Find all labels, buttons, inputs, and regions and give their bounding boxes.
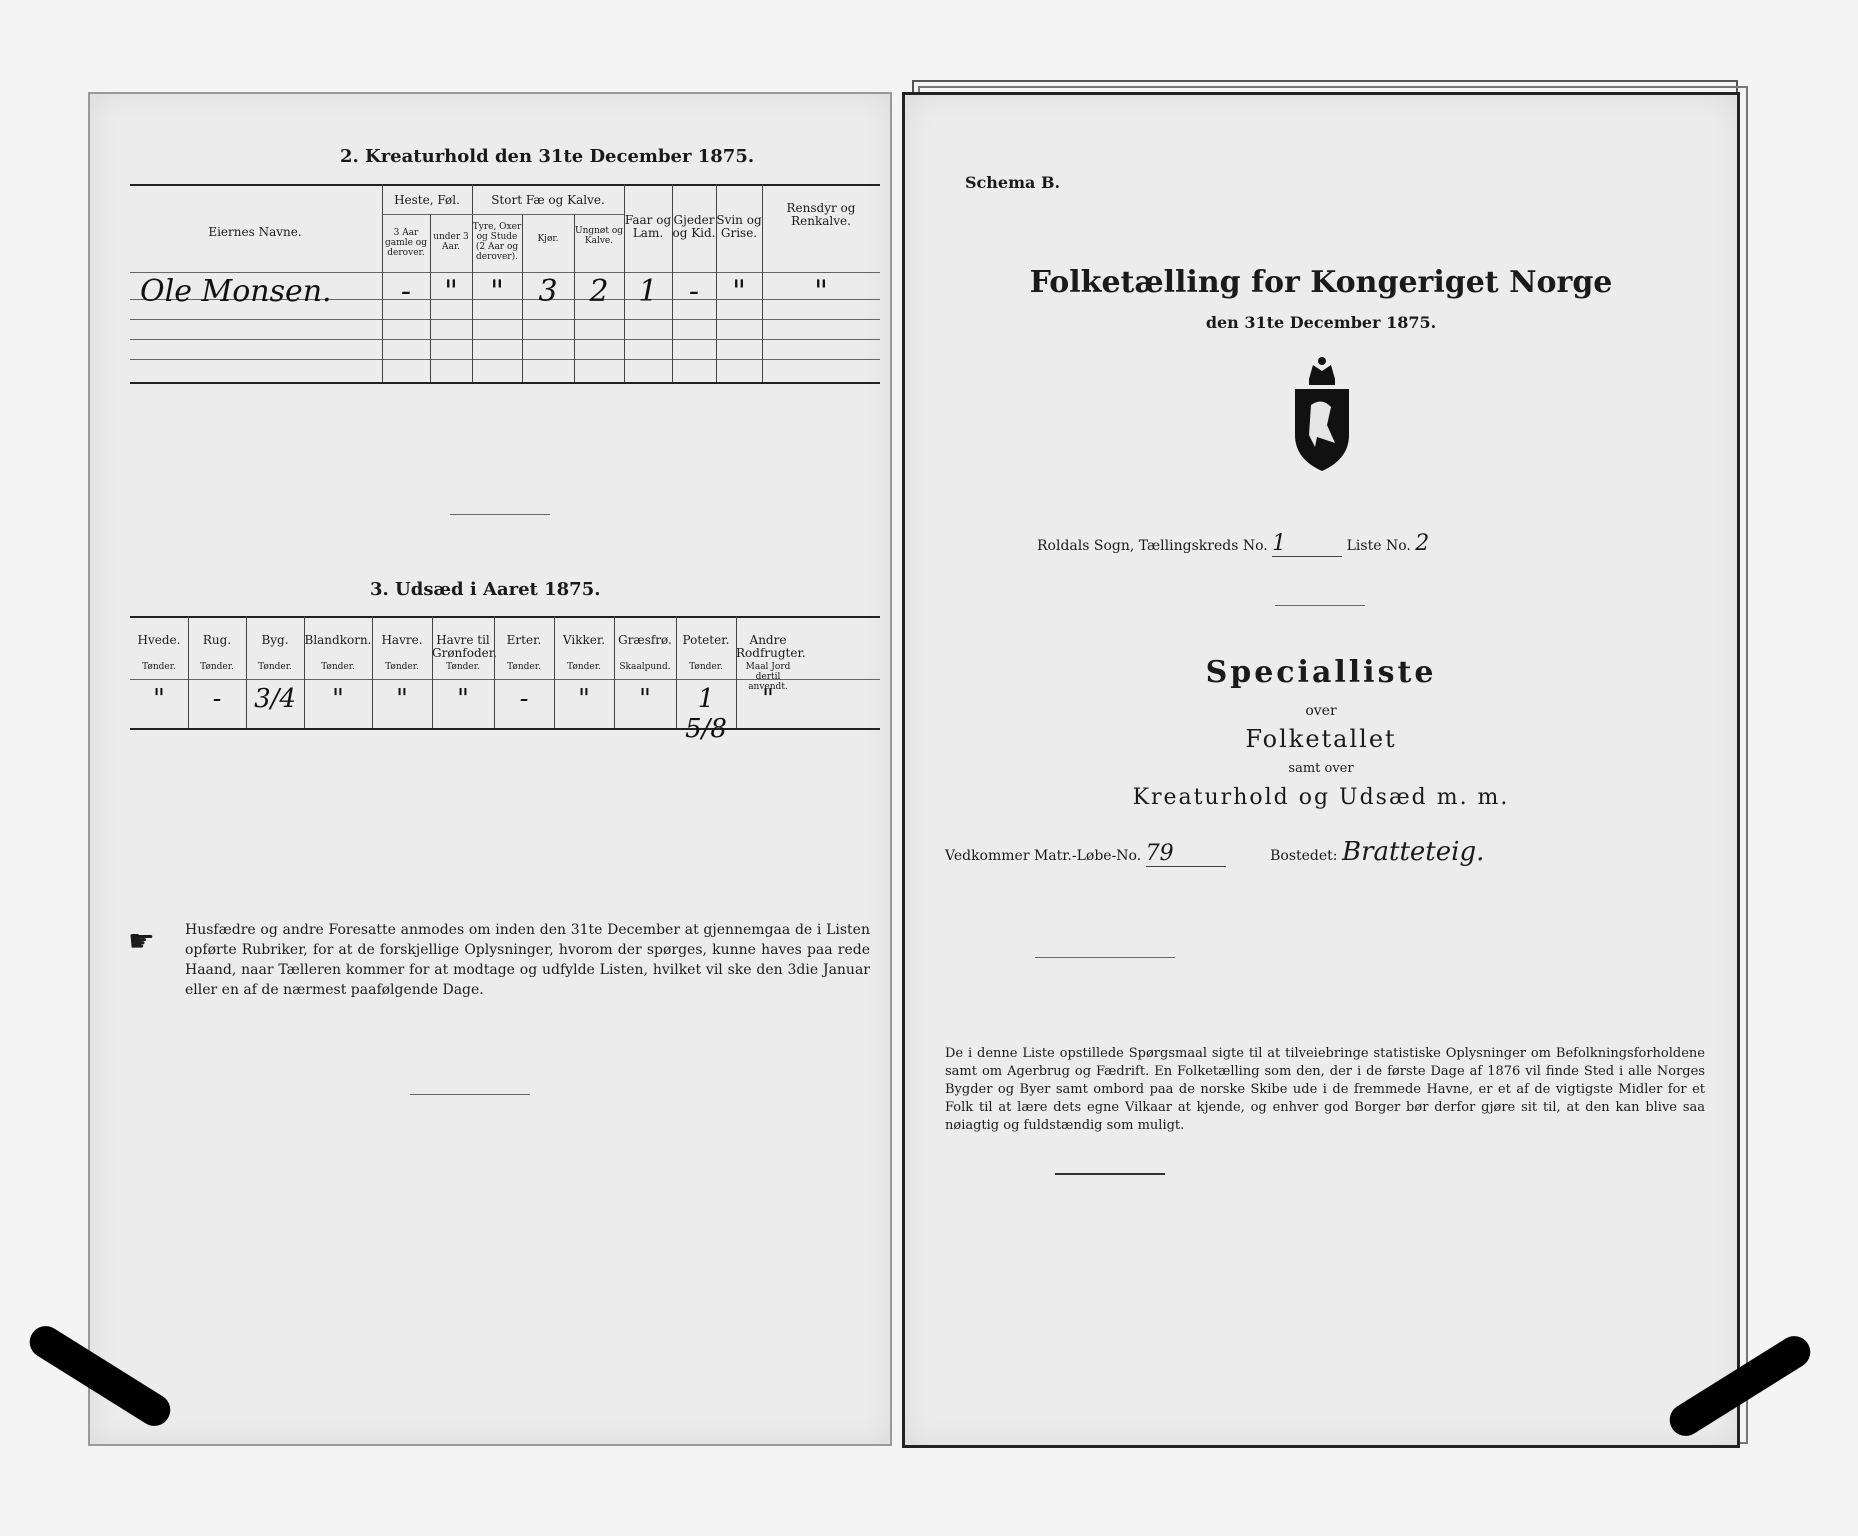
bosted-label: Bostedet: [1270, 848, 1338, 864]
crop-value: " [153, 684, 165, 714]
table-rule [472, 214, 624, 215]
crop-header: Erter. [506, 633, 542, 647]
val-gjeder: - [688, 274, 700, 309]
liste-no: 2 [1415, 531, 1430, 556]
schema-label: Schema B. [965, 173, 1061, 192]
owners-header: Eiernes Navne. [208, 225, 302, 239]
kreatur-text: Kreaturhold og Udsæd m. m. [1132, 785, 1510, 810]
col-rule [736, 616, 737, 728]
section-3-title: 3. Udsæd i Aaret 1875. [370, 579, 601, 600]
stort-sub1: Tyre, Oxer og Stude (2 Aar og derover). [472, 222, 522, 262]
crop-unit: Tønder. [258, 662, 292, 672]
col-rule [304, 616, 305, 728]
crop-value: " [762, 684, 774, 714]
bosted-value: Bratteteig. [1341, 837, 1485, 867]
separator [1035, 957, 1175, 958]
table-rule [130, 728, 880, 730]
census-date: den 31te December 1875. [1205, 313, 1437, 332]
col-rule [554, 616, 555, 728]
crop-header: Havre. [381, 633, 423, 647]
crop-unit: Skaalpund. [619, 662, 671, 672]
crop-unit: Tønder. [689, 662, 723, 672]
rensdyr-header: Rensdyr og Renkalve. [786, 201, 856, 228]
crop-unit: Tønder. [567, 662, 601, 672]
crop-header: Poteter. [682, 633, 730, 647]
samt-over-text: samt over [1288, 761, 1354, 776]
val-svin: " [732, 274, 746, 309]
specialliste-heading: Specialliste [1205, 655, 1437, 690]
crop-header: Byg. [261, 633, 289, 647]
val-faar: 1 [638, 274, 658, 309]
liste-label: Liste No. [1346, 538, 1411, 554]
heste-header: Heste, Føl. [394, 193, 460, 207]
col-rule [676, 616, 677, 728]
owner-name: Ole Monsen. [140, 274, 332, 309]
crop-unit: Tønder. [507, 662, 541, 672]
pointing-hand-icon: ☛ [128, 924, 155, 959]
table-rule [130, 359, 880, 360]
matr-label: Vedkommer Matr.-Løbe-No. [945, 848, 1142, 864]
crop-value: 3/4 [254, 684, 296, 714]
faar-header: Faar og Lam. [624, 213, 672, 240]
separator [450, 514, 550, 515]
table-rule [130, 272, 880, 273]
heste-sub2: under 3 Aar. [433, 232, 469, 252]
val-kjor: 3 [538, 274, 558, 309]
svin-header: Svin og Grise. [716, 213, 762, 240]
census-title: Folketælling for Kongeriget Norge [1029, 265, 1613, 300]
crop-header: Græsfrø. [618, 633, 672, 647]
crop-unit: Tønder. [142, 662, 176, 672]
separator [410, 1094, 530, 1095]
crop-value: " [396, 684, 408, 714]
table-rule [130, 616, 880, 618]
crop-value: " [457, 684, 469, 714]
table-rule [382, 214, 472, 215]
crop-unit: Tønder. [446, 662, 480, 672]
val-rensdyr: " [814, 274, 828, 309]
crop-unit: Tønder. [385, 662, 419, 672]
col-rule [494, 616, 495, 728]
crop-header: Rug. [202, 633, 232, 647]
kreds-no: 1 [1272, 531, 1342, 557]
crop-header: Blandkorn. [304, 633, 372, 647]
crop-header: Havre til Grønfoder. [432, 633, 497, 660]
crop-value: 1 5/8 [685, 684, 727, 744]
sogn-line [1037, 531, 1429, 557]
norway-coat-of-arms-icon [1287, 355, 1357, 475]
col-rule [188, 616, 189, 728]
crop-value: " [332, 684, 344, 714]
section-2-title: 2. Kreaturhold den 31te December 1875. [340, 146, 755, 167]
stort-sub2: Kjør. [537, 234, 559, 244]
separator [1055, 1173, 1165, 1175]
right-page [902, 92, 1740, 1448]
val-ungnot: 2 [589, 274, 609, 309]
col-rule [432, 616, 433, 728]
col-rule [372, 616, 373, 728]
table-rule [130, 382, 880, 384]
crop-value: - [212, 684, 222, 714]
col-rule [614, 616, 615, 728]
left-page [88, 92, 892, 1446]
crop-header: Vikker. [562, 633, 606, 647]
crop-unit: Tønder. [200, 662, 234, 672]
table-rule [130, 184, 880, 186]
notice-text: Husfædre og andre Foresatte anmodes om inden den 31te December at gjennemgaa de i Listen opførte Rubriker, for at de forskjellige Oplysninger, hvorom der spørges, kunne haves paa rede Haand, naar Tælleren kommer for at modtage og udfylde Listen, hvilket vil ske den 3die Januar eller en af de nærmest paafølgende Dage. [185, 922, 870, 998]
heste-sub1: 3 Aar gamle og derover. [385, 228, 427, 258]
table-rule [130, 339, 880, 340]
val-heste-young: " [444, 274, 458, 309]
crop-value: " [578, 684, 590, 714]
stort-sub3: Ungnøt og Kalve. [574, 226, 623, 246]
gjeder-header: Gjeder og Kid. [672, 213, 716, 240]
matr-no: 79 [1146, 841, 1226, 867]
crop-value: - [519, 684, 529, 714]
crop-unit: Tønder. [321, 662, 355, 672]
val-tyre: " [490, 274, 504, 309]
crop-header: Hvede. [137, 633, 181, 647]
separator [1275, 605, 1365, 606]
stort-header: Stort Fæ og Kalve. [491, 193, 605, 207]
footer-text: De i denne Liste opstillede Spørgsmaal sigte til at tilveiebringe statistiske Oplysninger om Befolkningsforholdene samt om Agerbrug og Fædrift. En Folketælling som den, der i de første Dage af 1876 vil finde Sted i alle Norges Bygder og Byer samt ombord paa de norske Skibe ude i de fremmede Havne, er et af de vigtigste Midler for et Folk til at lære dets egne Vilkaar at kjende, og enhver god Borger bør derfor gjøre sit til, at den kan blive saa nøiagtig og fuldstændig som muligt. [945, 1046, 1705, 1133]
col-rule [246, 616, 247, 728]
crop-value: " [639, 684, 651, 714]
folketallet-text: Folketallet [1245, 725, 1397, 753]
sogn-label: Roldals Sogn, Tællingskreds No. [1037, 538, 1268, 554]
table-rule [130, 319, 880, 320]
matr-line [945, 837, 1484, 867]
crop-header: Andre Rodfrugter. [736, 633, 806, 660]
crop-unit: Maal Jord dertil anvendt. [745, 662, 791, 692]
over-text: over [1305, 703, 1337, 719]
val-heste-old: - [400, 274, 412, 309]
